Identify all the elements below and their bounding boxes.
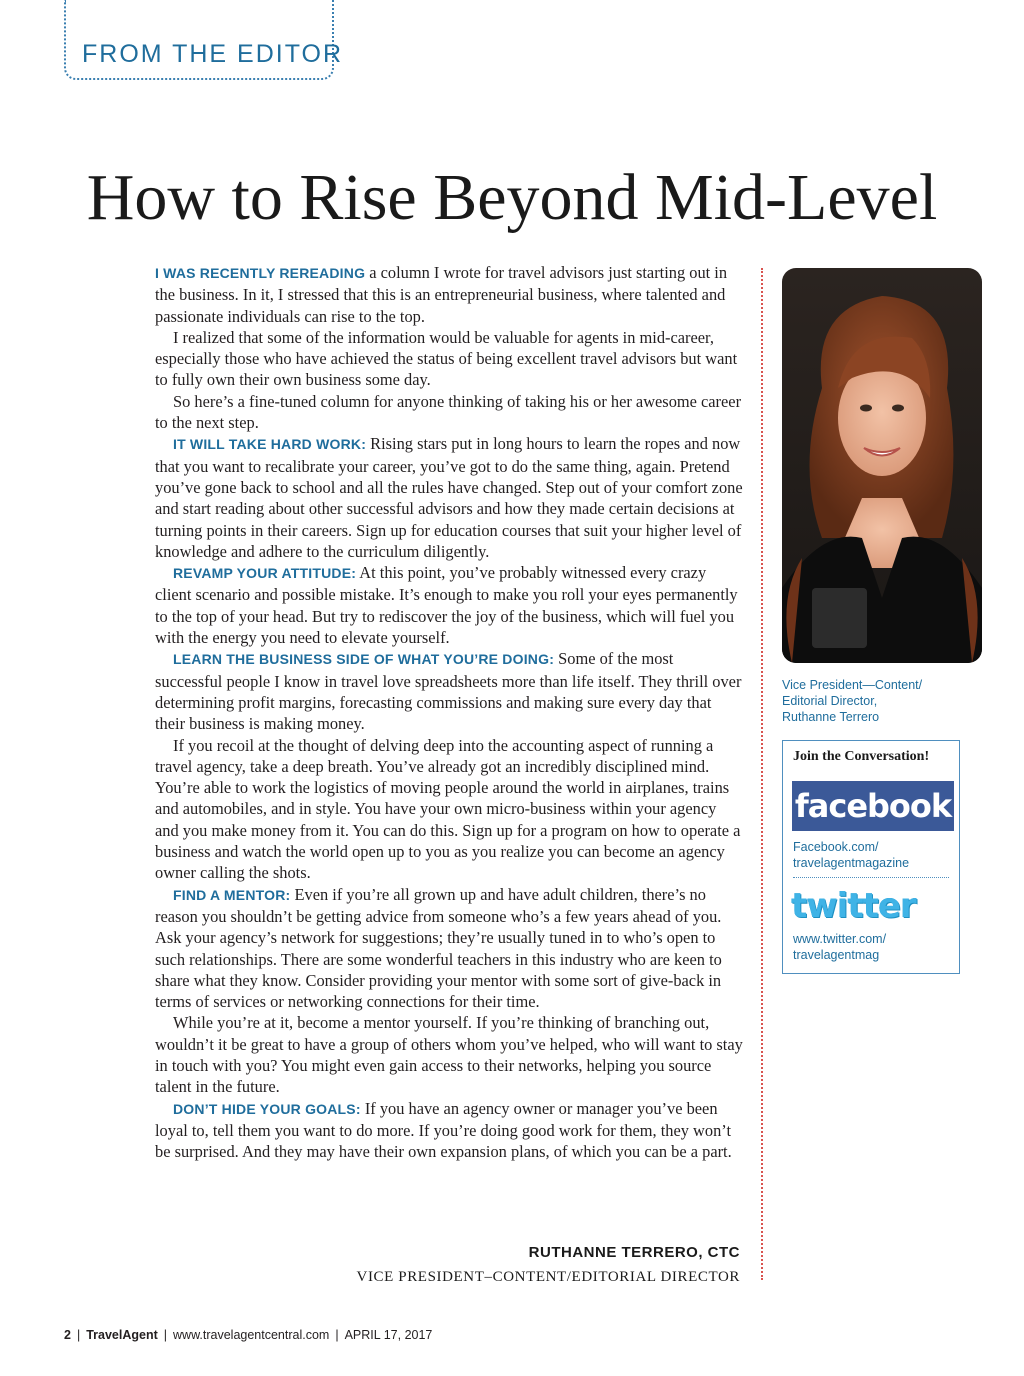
paragraph <box>155 648 743 734</box>
paragraph-text: a column I wrote for travel advisors just starting out in the business. In it, I stressed that this is an entrepreneurial business, where talented and passionate individuals can rise to the top. <box>155 263 728 326</box>
footer-separator: | <box>335 1328 339 1342</box>
issue-date: APRIL 17, 2017 <box>344 1328 433 1342</box>
paragraph-text: At this point, you’ve probably witnessed every crazy client scenario and possible mistake. It’s enough to make you roll your eyes permanently to the top of your head. But try to rediscover the joy of the business, which will fuel you with the energy you need to elevate yourself. <box>155 563 738 648</box>
twitter-logo-icon[interactable]: twitter <box>791 886 916 926</box>
caption-line: Vice President—Content/ <box>782 678 923 692</box>
paragraph <box>155 391 743 434</box>
paragraph <box>155 884 743 1013</box>
signature-title: VICE PRESIDENT–CONTENT/EDITORIAL DIRECTOR <box>356 1269 740 1285</box>
facebook-link[interactable] <box>793 839 909 871</box>
footer-separator: | <box>76 1328 81 1342</box>
facebook-url-line: travelagentmagazine <box>793 856 910 870</box>
paragraph-text: I realized that some of the information would be valuable for agents in mid-career, especially those who have achieved the status of being excellent travel advisors but want to fully own their own business some day. <box>155 327 738 390</box>
facebook-logo-icon[interactable]: facebook <box>792 781 954 831</box>
twitter-link[interactable] <box>793 931 886 963</box>
paragraph-text: So here’s a fine-tuned column for anyone thinking of taking his or her awesome career to the next step. <box>155 391 742 433</box>
column-divider <box>761 268 763 1280</box>
facebook-url-line: Facebook.com/ <box>793 840 879 854</box>
social-heading: Join the Conversation! <box>793 749 930 764</box>
twitter-url-line: travelagentmag <box>793 948 880 962</box>
caption-line: Ruthanne Terrero <box>782 710 880 724</box>
paragraph-text: Some of the most successful people I know in travel love spreadsheets more than life itself. They thrill over determining profit margins, forecasting commissions and making sure every day that their business is making money. <box>155 649 742 734</box>
site-url[interactable]: www.travelagentcentral.com <box>173 1328 330 1342</box>
paragraph-text: If you recoil at the thought of delving deep into the accounting aspect of running a travel agency, take a deep breath. You’ve already got an incredibly disciplined mind. You’re able to work the logistics of moving people around the world in airplanes, trains and automobiles, and in style. You have your own micro-business within your agency and you make money from it. You can do this. Sign up for a program on how to operate a business and watch the world open up to you as you realize you can become an agency owner calling the shots. <box>155 735 741 883</box>
paragraph-lead: DON’T HIDE YOUR GOALS: <box>173 1100 361 1117</box>
signature <box>357 1244 740 1286</box>
social-divider <box>793 877 949 878</box>
paragraph-lead: IT WILL TAKE HARD WORK: <box>173 436 367 453</box>
paragraph-text: Rising stars put in long hours to learn the ropes and now that you want to recalibrate your career, you’ve got to do the same thing, again. Pretend you’ve gone back to school and all the rules have changed. Step out of your comfort zone and start reading about other successful advisors and how they made certain decisions at turning points in their careers. Sign up for education courses that suit your higher level of knowledge and adhere to the curriculum diligently. <box>155 434 743 561</box>
paragraph <box>155 327 743 391</box>
publication-name: TravelAgent <box>86 1328 158 1342</box>
paragraph <box>155 262 743 327</box>
article-headline: How to Rise Beyond Mid-Level <box>86 161 938 234</box>
page-number: 2 <box>64 1328 71 1342</box>
section-label: FROM THE EDITOR <box>82 40 344 68</box>
social-box <box>782 740 960 974</box>
paragraph <box>155 1012 743 1097</box>
section-tab <box>64 0 344 80</box>
paragraph <box>155 562 743 648</box>
editor-portrait <box>782 268 982 663</box>
photo-caption <box>782 677 922 725</box>
paragraph-lead: REVAMP YOUR ATTITUDE: <box>173 565 357 582</box>
paragraph-lead: FIND A MENTOR: <box>173 886 291 903</box>
paragraph-text: While you’re at it, become a mentor yourself. If you’re thinking of branching out, wouldn’t it be great to have a group of others whom you’ve helped, who will want to stay in touch with you? You might even gain access to their networks, helping you source talent in the future. <box>155 1013 743 1097</box>
paragraph <box>155 735 743 884</box>
article-body <box>155 262 743 1162</box>
paragraph-text: If you have an agency owner or manager you’ve been loyal to, tell them you want to do more. If you’re doing good work for them, they won’t be surprised. And they may have their own expansion plans, of which you can be a part. <box>155 1098 732 1162</box>
paragraph <box>155 1098 743 1163</box>
paragraph-text: Even if you’re all grown up and have adult children, there’s no reason you shouldn’t be getting advice from someone who’s a few years ahead of you. Ask your agency’s network for suggestions; they’re usually tuned in to who’s open to such relationships. There are some wonderful teachers in this industry who are keen to share what they know. Consider providing your mentor with some sort of give-back in terms of services or networking connections for their time. <box>155 884 722 1012</box>
signature-name: RUTHANNE TERRERO, CTC <box>528 1244 740 1261</box>
twitter-url-line: www.twitter.com/ <box>793 932 887 946</box>
paragraph-lead: LEARN THE BUSINESS SIDE OF WHAT YOU’RE DOING: <box>173 651 555 668</box>
paragraph-lead: I WAS RECENTLY REREADING <box>155 265 366 281</box>
caption-line: Editorial Director, <box>782 694 878 708</box>
paragraph <box>155 433 743 562</box>
page-footer <box>64 1328 432 1342</box>
footer-separator: | <box>163 1328 168 1342</box>
